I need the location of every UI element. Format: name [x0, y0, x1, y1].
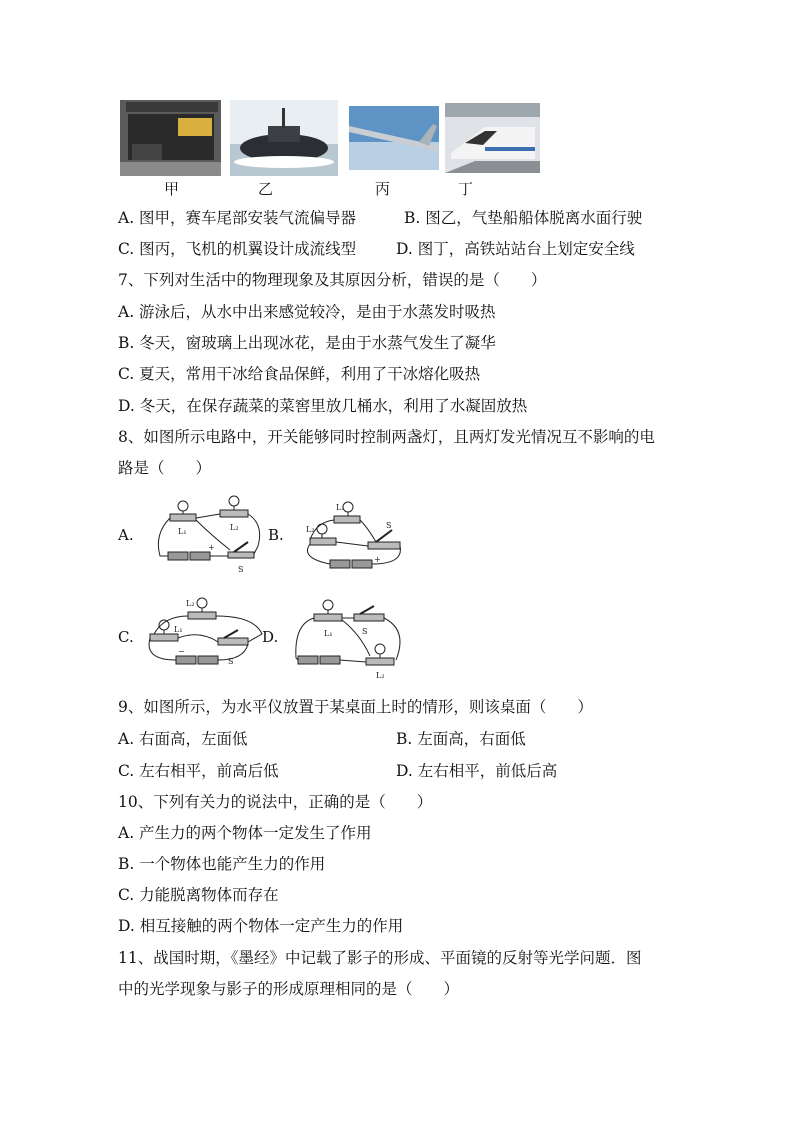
q6-option-a: A. 图甲，赛车尾部安装气流偏导器: [118, 209, 357, 227]
q9-option-d: D. 左右相平，前低后高: [396, 762, 558, 780]
q7-stem: 7、下列对生活中的物理现象及其原因分析，错误的是（ ）: [118, 271, 547, 289]
q7-option-d: D. 冬天，在保存蔬菜的菜窖里放几桶水，利用了水凝固放热: [118, 397, 528, 415]
caption-ding: 丁: [458, 180, 474, 198]
circuit-d-diagram: [290, 594, 414, 684]
caption-bing: 丙: [375, 180, 391, 198]
caption-yi: 乙: [258, 180, 274, 198]
q7-option-b: B. 冬天，窗玻璃上出现冰花，是由于水蒸气发生了凝华: [118, 334, 496, 352]
photo-hovercraft: [230, 100, 338, 176]
q9-option-a: A. 右面高，左面低: [118, 730, 248, 748]
q10-option-b: B. 一个物体也能产生力的作用: [118, 855, 326, 873]
q6-option-b: B. 图乙，气垫船船体脱离水面行驶: [404, 209, 643, 227]
q10-option-d: D. 相互接触的两个物体一定产生力的作用: [118, 917, 404, 935]
circuit-c-l1: L₁: [174, 625, 183, 634]
circuit-c-l2: L₂: [186, 599, 195, 608]
circuit-a-diagram: [150, 494, 268, 580]
q6-option-d: D. 图丁，高铁站站台上划定安全线: [396, 240, 635, 258]
q8-stem-line1: 8、如图所示电路中，开关能够同时控制两盏灯，且两灯发光情况互不影响的电: [118, 428, 655, 446]
q8-label-a: A.: [118, 526, 134, 544]
q10-option-a: A. 产生力的两个物体一定发生了作用: [118, 824, 372, 842]
q9-option-b: B. 左面高，右面低: [396, 730, 526, 748]
circuit-a-l1: L₁: [178, 527, 187, 536]
circuit-a-l2: L₂: [230, 523, 239, 532]
circuit-d-s: S: [362, 627, 368, 636]
circuit-b-s: S: [386, 521, 392, 530]
circuit-c-diagram: [144, 594, 268, 672]
q8-stem-line2: 路是（ ）: [118, 459, 212, 477]
circuit-b-l1: L₁: [336, 503, 345, 512]
circuit-c-minus: −: [178, 647, 185, 656]
q7-option-c: C. 夏天，常用干冰给食品保鲜，利用了干冰熔化吸热: [118, 365, 481, 383]
circuit-b-l2: L₂: [306, 525, 315, 534]
photo-airplane-wing: [349, 106, 439, 170]
q10-option-c: C. 力能脱离物体而存在: [118, 886, 279, 904]
circuit-a-plus: +: [208, 543, 215, 552]
caption-jia: 甲: [164, 180, 180, 198]
q6-option-c: C. 图丙，飞机的机翼设计成流线型: [118, 240, 357, 258]
q7-option-a: A. 游泳后，从水中出来感觉较冷，是由于水蒸发时吸热: [118, 303, 496, 321]
q10-stem: 10、下列有关力的说法中，正确的是（ ）: [118, 793, 433, 811]
circuit-b-plus: +: [374, 555, 381, 564]
q11-stem-line1: 11、战国时期，《墨经》中记载了影子的形成、平面镜的反射等光学问题．图: [118, 949, 642, 967]
circuit-d-l2: L₂: [376, 671, 385, 680]
q8-label-d: D.: [262, 628, 279, 646]
q8-label-c: C.: [118, 628, 134, 646]
circuit-c-s: S: [228, 657, 234, 666]
circuit-b-diagram: [296, 498, 412, 578]
q11-stem-line2: 中的光学现象与影子的形成原理相同的是（ ）: [118, 980, 460, 998]
photo-high-speed-train: [445, 103, 540, 173]
q9-stem: 9、如图所示，为水平仪放置于某桌面上时的情形，则该桌面（ ）: [118, 698, 593, 716]
q9-option-c: C. 左右相平，前高后低: [118, 762, 279, 780]
circuit-a-s: S: [238, 565, 244, 574]
circuit-d-l1: L₁: [324, 629, 333, 638]
q8-label-b: B.: [268, 526, 284, 544]
photo-race-car: [120, 100, 221, 176]
